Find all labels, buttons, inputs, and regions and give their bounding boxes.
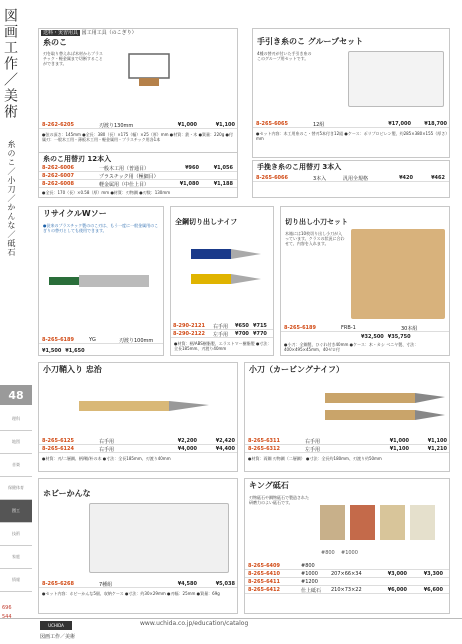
grit: #1000 [301, 571, 318, 577]
product-type: 右手用 [305, 438, 321, 445]
page-title: 図画工作／美術 [2, 8, 18, 120]
price: ¥4,000 [177, 446, 197, 452]
product-title: 手引き糸のこ グループセット [257, 37, 364, 46]
carving-box [244, 362, 450, 472]
itonoko-box [38, 28, 238, 158]
product-code: 8-265-6189 [284, 325, 316, 331]
product-title: 小刀（カービングナイフ） [249, 365, 345, 374]
product-type: 左手用 [305, 446, 321, 453]
price-tax: ¥35,750 [387, 333, 411, 340]
product-code: 8-265-6065 [256, 121, 288, 127]
price: ¥1,000 [177, 122, 197, 128]
product-desc: 4種の替刃が付いた手引き糸のこのグループ用セットです。 [257, 51, 312, 61]
set-case-image [348, 51, 444, 107]
product-desc: 刃を取り替えれば木材からプラスチック・軽金属まで切断することができます。 [43, 51, 103, 66]
price-tax: ¥4,400 [215, 446, 235, 452]
product-spec: 刃渡り100mm [119, 337, 154, 344]
price-tax: ¥5,038 [215, 581, 235, 587]
toishi-box [244, 478, 450, 614]
price-tax: ¥1,650 [65, 347, 85, 354]
price: ¥2,200 [177, 438, 197, 444]
product-code: 8-265-6312 [248, 446, 280, 452]
product-spec: YG [89, 337, 96, 343]
grit: #1200 [301, 579, 318, 585]
footer-url[interactable]: www.uchida.co.jp/education/catalog [140, 620, 249, 627]
product-title: キング砥石 [249, 481, 289, 490]
whetstone-image [315, 495, 445, 545]
kogatana-set-box [280, 206, 450, 356]
product-name: 軽金属用（中仕上目） [99, 181, 150, 188]
product-code: 8-265-6066 [256, 175, 288, 181]
product-code: 8-265-6409 [248, 563, 280, 569]
price: ¥17,000 [388, 121, 411, 127]
product-note: ●小刀：全鋼製、ひぐれ付き40mm ●ケース：木・カシ ベニヤ製、寸法：400×495×45mm、40ゼロ付 [284, 342, 419, 352]
price: ¥32,500 [361, 333, 384, 340]
price: ¥6,000 [387, 587, 407, 593]
product-desc: ●従来のプラスチック製ののこ刃は、もう一度に一般金属用のこぎりの替刃としても使用できます。 [43, 223, 159, 233]
product-code: 8-290-2122 [173, 331, 205, 337]
price: ¥3,000 [387, 571, 407, 577]
price: ¥700 [235, 331, 249, 337]
nav-item[interactable]: 図工 [0, 500, 32, 523]
group-blade-box [252, 160, 450, 198]
product-type: 右手用 [213, 323, 229, 330]
product-note: ●材質：刃/二層鋼、柄/鞘/朴の木 ●寸法：全長185mm、刃渡り40mm [42, 456, 171, 461]
group-set-box [252, 28, 450, 158]
small-knife-image [79, 393, 209, 423]
price-tax: ¥1,188 [213, 181, 233, 187]
product-title: 糸のこ用替刃 12本入 [43, 155, 112, 163]
product-spec: 7種組 [99, 581, 113, 588]
coping-saw-image [119, 49, 179, 89]
nav-item[interactable]: 家庭 [0, 546, 32, 569]
saw-image [49, 267, 149, 297]
product-code: 8-262-6205 [42, 122, 74, 128]
product-note: ●セット内容：木工用糸のこ・替刃5本付き12組 ●ケース：ポリプロピレン製、約285×380×155（厚さ）mm [256, 131, 448, 141]
product-code: 8-265-6410 [248, 571, 280, 577]
product-code: 8-265-6125 [42, 438, 74, 444]
price: ¥1,500 [42, 347, 62, 354]
side-nav [0, 408, 32, 592]
product-code: 8-265-6311 [248, 438, 280, 444]
size: 207×66×34 [331, 571, 362, 577]
product-type: 右手用 [99, 438, 115, 445]
product-code: 8-265-6268 [42, 581, 74, 587]
nav-item[interactable]: 保健体育 [0, 477, 32, 500]
price: ¥420 [399, 175, 413, 181]
product-name: 一般木工用（普通目） [99, 165, 150, 172]
price-tax: ¥715 [253, 323, 267, 329]
kanna-box [38, 478, 238, 614]
product-code: 8-265-6411 [248, 579, 280, 585]
product-type: 左手用 [213, 331, 229, 338]
grade-label: #1000 [341, 549, 358, 556]
product-code: 8-290-2121 [173, 323, 205, 329]
brand-logo: UCHIDA [40, 621, 72, 630]
price-tax: ¥18,700 [424, 121, 447, 127]
product-title: 切り出し小刀セット [285, 218, 348, 226]
nav-item[interactable]: 音楽 [0, 454, 32, 477]
price-tax: ¥462 [431, 175, 445, 181]
header-tag: 送料・実習用具 [43, 30, 79, 36]
ref-page[interactable]: 544 [2, 614, 12, 620]
price: ¥650 [235, 323, 249, 329]
price: ¥1,000 [389, 438, 409, 444]
grade-label: #800 [321, 549, 335, 556]
product-code: 8-265-6189 [42, 337, 74, 343]
size: 210×73×22 [331, 587, 362, 593]
product-title: 全鋼切り出しナイフ [175, 218, 238, 226]
section-header: 図工用工具（のこぎり） [81, 30, 137, 36]
ref-page[interactable]: 696 [2, 605, 12, 611]
grit: 仕上砥石 [301, 587, 322, 594]
full-knife-box [170, 206, 274, 356]
product-note: ●材質：両鋼 刃物鋼（二層鋼） ●寸法：全長約180mm、刃渡り約50mm [248, 456, 382, 461]
product-note: ●材質：柄/ABS樹脂製、エラストマー樹脂製 ●寸法：全長185mm、刃渡り40mm [174, 341, 272, 351]
product-name: 汎用全規格 [343, 175, 369, 182]
carving-knife-image [325, 385, 445, 425]
footer-category: 図画工作／美術 [40, 634, 76, 640]
recycle-saw-box [38, 206, 164, 356]
product-title: ホビーかんな [43, 489, 91, 498]
nav-item[interactable]: 情報 [0, 569, 32, 592]
price-tax: ¥1,100 [215, 122, 235, 128]
product-code: 8-262-6007 [42, 173, 74, 179]
price: ¥1,100 [389, 446, 409, 452]
product-note: ●全長：170（長）×0.58（厚）mm ●材質：刃物鋼 ●刃数：130mm [42, 190, 171, 195]
product-note: ●セット内容：ホビーかんな5個、収納ケース ●寸法：約30×29mm ●刃幅：25mm ●質量：69g [42, 591, 220, 596]
product-spec: 刃渡り130mm [99, 122, 134, 129]
product-desc: 刃物砥石や鋼物砥石で製造された研磨力のよい砥石です。 [249, 495, 309, 505]
product-desc: 木箱には10枚切り出し小刀が入っています。クラスの状況に合わせて、内容を入れます。 [285, 231, 345, 246]
product-title: 小刀鞘入り 忠治 [43, 365, 102, 374]
product-spec: 3本入 [313, 175, 327, 182]
category-label: 糸のこ／小刀／かんな／砥石 [7, 140, 16, 257]
product-code: 8-262-6006 [42, 165, 74, 171]
price: ¥1,080 [179, 181, 199, 187]
knife-image [186, 239, 264, 299]
plane-set-image [89, 503, 229, 573]
product-code: 8-262-6008 [42, 181, 74, 187]
product-title: リサイクルWソー [43, 209, 107, 218]
grit: #800 [301, 563, 315, 569]
product-type: FRB-1 [341, 325, 356, 331]
price: ¥4,580 [177, 581, 197, 587]
product-spec: 12組 [313, 121, 325, 128]
price-tax: ¥6,600 [423, 587, 443, 593]
product-name: プラスチック用（極細目） [99, 173, 159, 180]
product-count: 30本組 [401, 325, 418, 332]
itonoko-blade-box [38, 152, 238, 198]
price-tax: ¥2,420 [215, 438, 235, 444]
price-tax: ¥1,210 [427, 446, 447, 452]
page-number: 48 [0, 385, 32, 405]
product-title: 糸のこ [43, 38, 67, 47]
nav-item[interactable]: 技術 [0, 523, 32, 546]
nav-item[interactable]: 理科 [0, 408, 32, 431]
price: ¥960 [185, 165, 199, 171]
nav-item[interactable]: 地図 [0, 431, 32, 454]
price-tax: ¥1,100 [427, 438, 447, 444]
product-type: 右手用 [99, 446, 115, 453]
product-code: 8-265-6124 [42, 446, 74, 452]
kogatana-box [38, 362, 238, 472]
price-tax: ¥770 [253, 331, 267, 337]
product-note: ●弦の深さ：145mm ●全長：380（長）×175（幅）×25（厚）mm ●材質：鉄・木 ●質量：220g ●付属刃：一般木工用・薄板木工用・軽金属用・プラスチック用各1本 [42, 132, 233, 142]
product-code: 8-265-6412 [248, 587, 280, 593]
knife-set-image [351, 229, 445, 319]
product-title: 手挽き糸のこ用替刃 3本入 [257, 163, 342, 171]
price-tax: ¥1,056 [213, 165, 233, 171]
price-tax: ¥3,300 [423, 571, 443, 577]
